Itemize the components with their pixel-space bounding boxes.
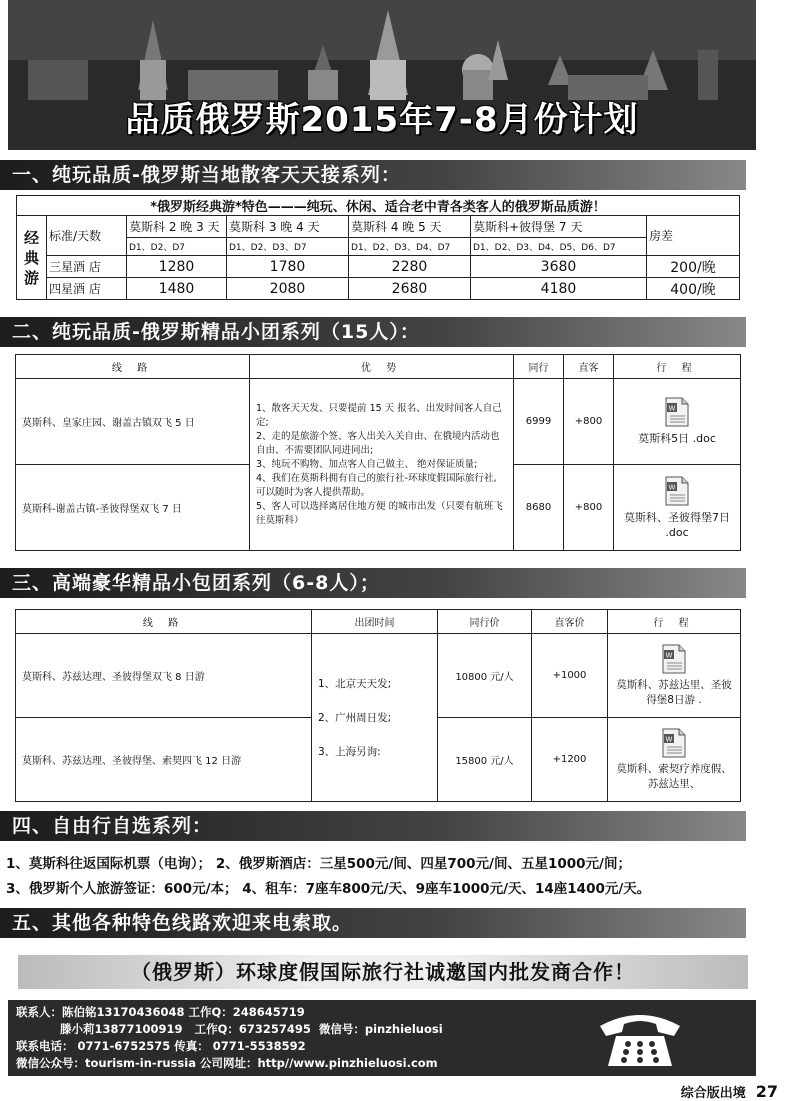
table1-days: D1、D2、D7 bbox=[127, 238, 227, 256]
direct-price-cell: +800 bbox=[564, 379, 614, 465]
departure-item: 1、北京天天发; bbox=[318, 677, 392, 690]
word-doc-icon bbox=[661, 728, 687, 758]
table2-header-itinerary: 行 程 bbox=[614, 355, 741, 379]
table-row bbox=[16, 379, 741, 465]
table1-header-standard: 标准/天数 bbox=[47, 216, 127, 256]
peer-price-cell: 8680 bbox=[514, 465, 564, 551]
price-cell: 3680 bbox=[471, 256, 647, 278]
table1-days: D1、D2、D3、D4、D7 bbox=[349, 238, 471, 256]
section-3-title: 三、高端豪华精品小包团系列（6-8人）； bbox=[0, 568, 746, 598]
advantage-item: 1、散客天天发、只要提前 15 天 报名、出发时间客人自己定; bbox=[256, 402, 502, 428]
telephone-icon bbox=[594, 1006, 686, 1070]
table3-header-direct: 直客价 bbox=[532, 610, 608, 634]
advantage-item: 3、纯玩不购物、加点客人自己做主、 绝对保证质量; bbox=[256, 458, 478, 470]
row-label: 四星酒 店 bbox=[47, 278, 127, 300]
peer-price-cell: 6999 bbox=[514, 379, 564, 465]
contact-person-1: 联系人：陈伯铭13170436048 工作Q：248645719 bbox=[16, 1005, 305, 1019]
table2-header-advantage: 优 势 bbox=[250, 355, 514, 379]
table1-side-label: 经 典 游 bbox=[17, 216, 47, 300]
departure-item: 3、上海另询: bbox=[318, 745, 381, 758]
luxury-group-table bbox=[15, 609, 741, 802]
contact-wechat-website: 微信公众号：tourism-in-russia 公司网址：http//www.pinzhieluosi.com bbox=[16, 1056, 438, 1070]
page-footer bbox=[681, 1082, 778, 1101]
contact-person-2: 滕小莉13877100919 工作Q：673257495 微信号：pinzhieluosi bbox=[16, 1022, 443, 1036]
room-diff-cell: 400/晚 bbox=[647, 278, 740, 300]
table1-days: D1、D2、D3、D4、D5、D6、D7 bbox=[471, 238, 647, 256]
departure-cell bbox=[312, 634, 438, 802]
word-doc-icon bbox=[664, 476, 690, 506]
table1-header-3n4d: 莫斯科 3 晚 4 天 bbox=[227, 216, 349, 238]
table-row bbox=[17, 278, 740, 300]
table-row bbox=[16, 634, 741, 718]
word-doc-icon bbox=[661, 644, 687, 674]
itinerary-doc-link[interactable] bbox=[614, 465, 741, 551]
direct-price-cell: +800 bbox=[564, 465, 614, 551]
doc-filename: 莫斯科、圣彼得堡7日 .doc bbox=[624, 510, 730, 539]
departure-item: 2、广州周日发; bbox=[318, 711, 392, 724]
svg-text:W: W bbox=[668, 404, 676, 413]
small-group-table bbox=[15, 354, 741, 551]
advantage-item: 2、走的是旅游个签、客人出关入关自由、在俄境内活动也自由、不需要团队同进同出; bbox=[256, 430, 500, 456]
table1-header-room-diff: 房差 bbox=[647, 216, 740, 256]
free-travel-line-1: 1、莫斯科往返国际机票（电询）； 2、俄罗斯酒店：三星500元/间、四星700元/间、五星1000元/间； bbox=[6, 856, 631, 872]
route-cell: 莫斯科、皇家庄园、谢盖古镇双飞 5 日 bbox=[16, 379, 250, 465]
table2-header-peer: 同行 bbox=[514, 355, 564, 379]
section-2-title: 二、纯玩品质-俄罗斯精品小团系列（15人）： bbox=[0, 317, 746, 347]
direct-price-cell: +1200 bbox=[532, 718, 608, 802]
table1-header-4n5d: 莫斯科 4 晚 5 天 bbox=[349, 216, 471, 238]
table-row bbox=[17, 256, 740, 278]
row-label: 三星酒 店 bbox=[47, 256, 127, 278]
banner bbox=[8, 0, 756, 150]
partnership-banner: （俄罗斯）环球度假国际旅行社诚邀国内批发商合作！ bbox=[18, 955, 748, 989]
doc-filename: 莫斯科5日 .doc bbox=[638, 432, 716, 445]
price-cell: 1280 bbox=[127, 256, 227, 278]
table2-header-route: 线 路 bbox=[16, 355, 250, 379]
doc-filename: 莫斯科、索契疗养度假、苏兹达里、 bbox=[616, 762, 732, 790]
word-doc-icon bbox=[664, 397, 690, 427]
page-number: 27 bbox=[755, 1082, 778, 1101]
svg-text:W: W bbox=[665, 735, 673, 743]
contact-box bbox=[8, 1000, 756, 1076]
price-cell: 2280 bbox=[349, 256, 471, 278]
free-travel-line-2: 3、俄罗斯个人旅游签证：600元/本； 4、租车：7座车800元/天、9座车1000元/天、14座1400元/天。 bbox=[6, 881, 651, 897]
route-cell: 莫斯科、苏兹达理、圣彼得堡双飞 8 日游 bbox=[16, 634, 312, 718]
itinerary-doc-link[interactable] bbox=[608, 634, 741, 718]
itinerary-doc-link[interactable] bbox=[608, 718, 741, 802]
svg-text:W: W bbox=[665, 651, 673, 659]
route-cell: 莫斯科-谢盖古镇-圣彼得堡双飞 7 日 bbox=[16, 465, 250, 551]
price-cell: 1480 bbox=[127, 278, 227, 300]
price-cell: 2080 bbox=[227, 278, 349, 300]
footer-label: 综合版出境 bbox=[680, 1086, 746, 1101]
banner-title: 品质俄罗斯2015年7-8月份计划 bbox=[125, 100, 639, 140]
peer-price-cell: 15800 元/人 bbox=[438, 718, 532, 802]
section-4-title: 四、自由行自选系列： bbox=[0, 811, 746, 841]
direct-price-cell: +1000 bbox=[532, 634, 608, 718]
doc-filename: 莫斯科、苏兹达里、圣彼得堡8日游 . bbox=[616, 678, 732, 706]
svg-text:W: W bbox=[668, 483, 676, 491]
advantages-cell bbox=[250, 379, 514, 551]
advantage-item: 4、我们在莫斯科拥有自己的旅行社-环球度假国际旅行社, 可以随时为客人提供帮助。 bbox=[256, 472, 497, 498]
table1-caption: *俄罗斯经典游*特色———纯玩、休闲、适合老中青各类客人的俄罗斯品质游！ bbox=[17, 196, 740, 216]
section-5-title: 五、其他各种特色线路欢迎来电索取。 bbox=[0, 908, 746, 938]
table3-header-route: 线 路 bbox=[16, 610, 312, 634]
classic-tour-price-table bbox=[16, 195, 740, 300]
price-cell: 2680 bbox=[349, 278, 471, 300]
table3-header-departure: 出团时间 bbox=[312, 610, 438, 634]
table1-days: D1、D2、D3、D7 bbox=[227, 238, 349, 256]
price-cell: 1780 bbox=[227, 256, 349, 278]
table3-header-itinerary: 行 程 bbox=[608, 610, 741, 634]
table3-header-peer: 同行价 bbox=[438, 610, 532, 634]
table1-header-2n3d: 莫斯科 2 晚 3 天 bbox=[127, 216, 227, 238]
itinerary-doc-link[interactable] bbox=[614, 379, 741, 465]
section-1-title: 一、纯玩品质-俄罗斯当地散客天天接系列： bbox=[0, 160, 746, 190]
peer-price-cell: 10800 元/人 bbox=[438, 634, 532, 718]
table1-header-7d: 莫斯科+彼得堡 7 天 bbox=[471, 216, 647, 238]
contact-phone-fax: 联系电话： 0771-6752575 传真： 0771-5538592 bbox=[16, 1039, 306, 1053]
advantage-item: 5、客人可以选择离居住地方便 的城市出发（只要有航班飞往莫斯科） bbox=[256, 500, 503, 526]
table2-header-direct: 直客 bbox=[564, 355, 614, 379]
route-cell: 莫斯科、苏兹达理、圣彼得堡、索契四飞 12 日游 bbox=[16, 718, 312, 802]
room-diff-cell: 200/晚 bbox=[647, 256, 740, 278]
price-cell: 4180 bbox=[471, 278, 647, 300]
